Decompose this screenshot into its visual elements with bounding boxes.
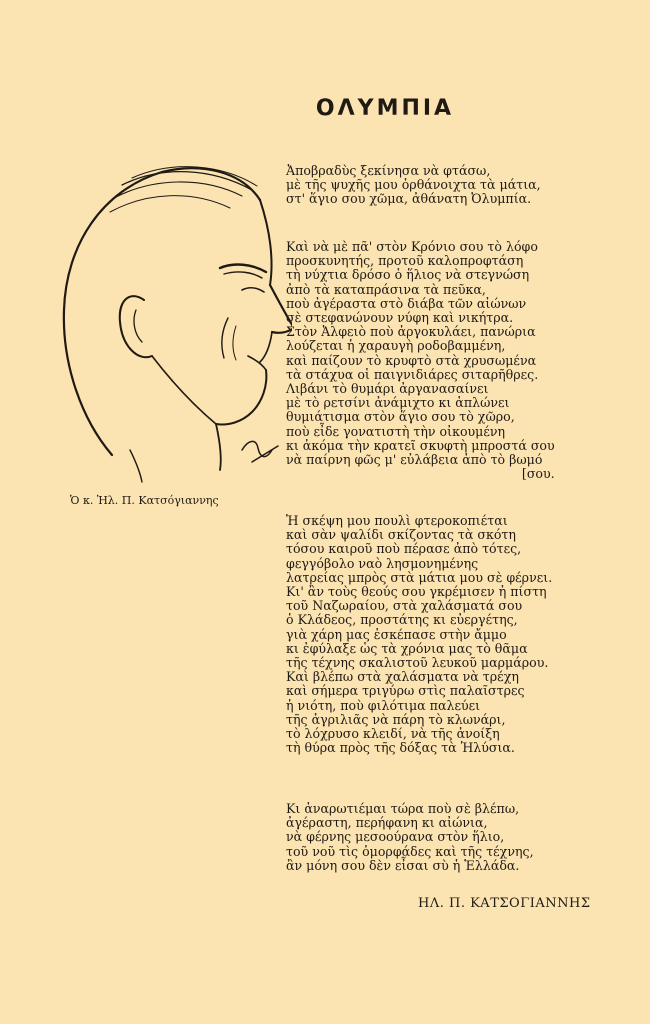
portrait-caption: Ὁ κ. Ἠλ. Π. Κατσόγιαννης: [70, 494, 219, 507]
poem-line: νὰ παίρνη φῶς μ' εὐλάβεια ἀπὸ τὸ βωμό: [286, 452, 543, 468]
poem-line: τὰ στάχυα οἱ παιγνιδιάρες σιταρῆθρες.: [286, 366, 539, 382]
poem-title: ΟΛΥΜΠΙΑ: [315, 96, 455, 121]
poem-line: ὁ Κλάδεος, προστάτης κι εὐεργέτης,: [286, 612, 518, 628]
portrait-sketch: [52, 150, 292, 490]
poem-line: τὴ θύρα πρὸς τῆς δόξας τὰ Ἠλύσια.: [286, 740, 515, 756]
poem-line: ἀπὸ τὰ καταπράσινα τὰ πεῦκα,: [286, 281, 486, 297]
poem-line: μὲ τὸ ρετσίνι ἀνάμιχτο κι ἁπλώνει: [286, 395, 510, 411]
poem-line: κι ἐφύλαξε ὡς τὰ χρόνια μας τὸ θᾶμα: [286, 640, 528, 656]
stanza-3: [286, 514, 552, 755]
poem-line: ἀγέραστη, περήφανη κι αἰώνια,: [286, 815, 488, 831]
stanza-1: [286, 164, 541, 207]
poem-line: τοῦ νοῦ τὶς ὀμορφάδες καὶ τῆς τέχνης,: [286, 843, 534, 859]
poem-line: τῆς ἀγριλιᾶς νὰ πάρη τὸ κλωνάρι,: [286, 711, 506, 727]
poem-line: λατρείας μπρὸς στὰ μάτια μου σὲ φέρνει.: [286, 569, 553, 585]
poem-line: στ' ἅγιο σου χῶμα, ἀθάνατη Ὀλυμπία.: [286, 191, 532, 207]
poem-line: Καὶ νὰ μὲ πᾶ' στὸν Κρόνιο σου τὸ λόφο: [286, 239, 538, 254]
poem-line: τῆς τέχνης σκαλιστοῦ λευκοῦ μαρμάρου.: [286, 655, 549, 671]
author-signature: ΗΛ. Π. ΚΑΤΣΟΓΙΑΝΝΗΣ: [418, 896, 591, 911]
poem-line: ἂν μόνη σου δὲν εἶσαι σὺ ἡ Ἑλλάδα.: [286, 857, 520, 873]
poem-line: Λιβάνι τὸ θυμάρι ἀργανασαίνει: [286, 381, 489, 397]
poem-line: Κι' ἂν τοὺς θεούς σου γκρέμισεν ἡ πίστη: [286, 584, 547, 600]
poem-line: λούζεται ἡ χαραυγὴ ροδοβαμμένη,: [286, 338, 506, 354]
poem-line: κι ἀκόμα τὴν κρατεῖ σκυφτὴ μπροστά σου: [286, 437, 555, 453]
poem-line: νὰ φέρνης μεσοούρανα στὸν ἥλιο,: [286, 829, 505, 845]
poem-line: φεγγόβολο ναὸ λησμονημένης: [286, 555, 479, 571]
poem-line: ἡ νιότη, ποὺ φιλότιμα παλεύει: [286, 697, 481, 713]
poem-line: γιὰ χάρη μας ἐσκέπασε στὴν ἄμμο: [286, 626, 507, 642]
stanza-4: [286, 802, 534, 873]
poem-line: τόσου καιροῦ ποὺ πέρασε ἀπὸ τότες,: [286, 541, 522, 557]
poem-line: ποὺ εἶδε γονατιστὴ τὴν οἰκουμένη: [286, 423, 506, 439]
poem-line: Κι ἀναρωτιέμαι τώρα ποὺ σὲ βλέπω,: [286, 801, 520, 816]
poem-line: καὶ παίζουν τὸ κρυφτὸ στὰ χρυσωμένα: [286, 352, 537, 368]
poem-line: καὶ σήμερα τριγύρω στὶς παλαῖστρες: [286, 683, 525, 699]
poem-line: μὲ τῆς ψυχῆς μου ὀρθάνοιχτα τὰ μάτια,: [286, 177, 541, 193]
poem-line: σὲ στεφανώνουν νύφη καὶ νικήτρα.: [286, 310, 514, 326]
poem-line: καὶ σὰν ψαλίδι σκίζοντας τὰ σκότη: [286, 527, 516, 543]
poem-line: τοῦ Ναζωραίου, στὰ χαλάσματά σου: [286, 598, 523, 614]
stanza-2: [286, 240, 555, 481]
poem-line: Καὶ βλέπω στὰ χαλάσματα νὰ τρέχη: [286, 669, 519, 685]
poem-line: θυμιάτισμα στὸν ἅγιο σου τὸ χῶρο,: [286, 409, 515, 425]
poem-line: προσκυνητής, προτοῦ καλοπροφτάση: [286, 253, 524, 269]
poem-line: τὴ νύχτια δρόσο ὁ ἥλιος νὰ στεγνώση: [286, 267, 530, 283]
poem-line: Στὸν Ἀλφειὸ ποὺ ἀργοκυλάει, πανώρια: [286, 324, 536, 340]
poem-line: τὸ λόχρυσο κλειδί, νὰ τῆς ἀνοίξη: [286, 726, 500, 742]
poem-line: Ἡ σκέψη μου πουλὶ φτεροκοπιέται: [286, 513, 508, 528]
poem-line: [σου.: [521, 466, 555, 482]
poem-line: ποὺ ἀγέραστα στὸ διάβα τῶν αἰώνων: [286, 295, 527, 311]
poem-line: Ἀποβραδὺς ξεκίνησα νὰ φτάσω,: [286, 163, 491, 178]
